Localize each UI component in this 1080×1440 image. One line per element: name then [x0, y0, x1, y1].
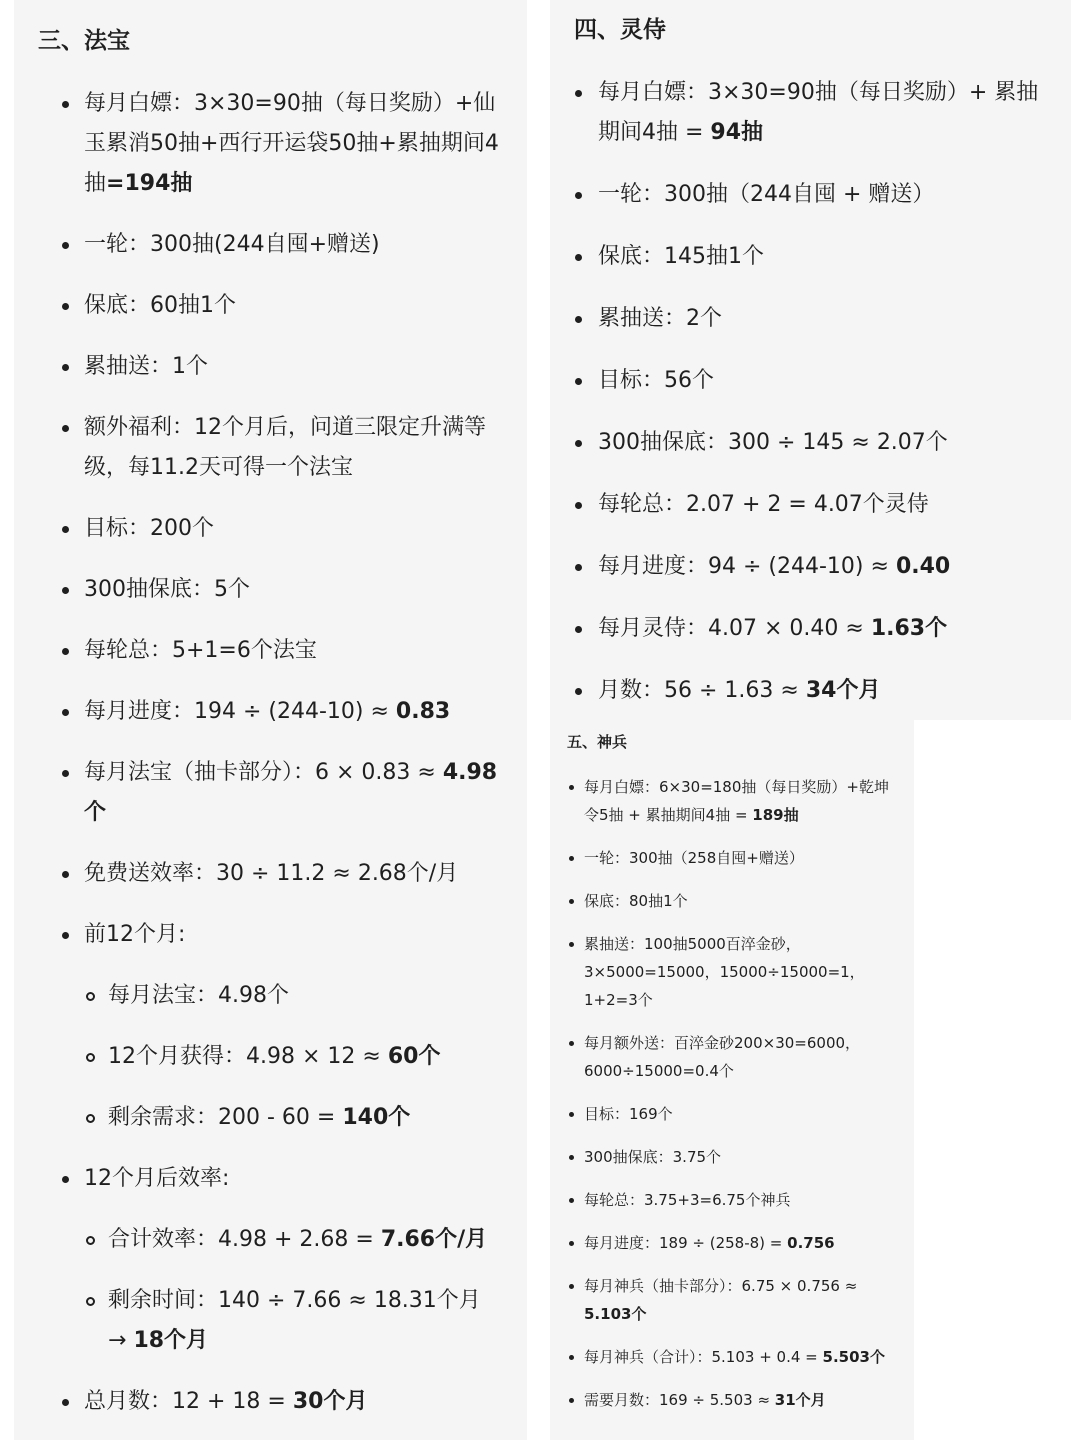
- section-fabao: [14, 0, 527, 1440]
- item-text: 累抽送：1个: [84, 354, 208, 379]
- list-item: [567, 1343, 900, 1371]
- section-lingshi: [550, 0, 1071, 720]
- item-text: 合计效率：4.98 + 2.68 =: [108, 1227, 381, 1252]
- item-text: 每月白嫖：3×30=90抽（每日奖励）+ 累抽期间4抽 =: [598, 80, 1039, 145]
- item-text: 前12个月:: [84, 922, 186, 947]
- list-item: [574, 299, 1047, 339]
- item-text: 每轮总：5+1=6个法宝: [84, 638, 317, 663]
- item-highlight: 18个月: [133, 1328, 209, 1353]
- list-item: [567, 1386, 900, 1414]
- list-item: [38, 570, 505, 610]
- list-item: [38, 408, 505, 488]
- list-item: [574, 237, 1047, 277]
- item-text: 额外福利：12个月后，问道三限定升满等级，每11.2天可得一个法宝: [84, 415, 486, 480]
- item-highlight: 189抽: [752, 806, 799, 824]
- list-item: [567, 1100, 900, 1128]
- list-item: [38, 854, 505, 894]
- list-item: [38, 1382, 505, 1422]
- item-text: 每月进度：189 ÷ (258-8) =: [584, 1234, 788, 1252]
- sub-list-item: [38, 976, 505, 1016]
- list-item: [567, 773, 900, 829]
- list-item: [574, 609, 1047, 649]
- item-highlight: 30个月: [292, 1389, 368, 1414]
- item-text: 目标：56个: [598, 368, 714, 393]
- item-text: 累抽送：100抽5000百淬金砂，3×5000=15000，15000÷15000=1，1+2=3个: [584, 935, 865, 1009]
- item-text: 一轮：300抽（258自囤+赠送）: [584, 849, 804, 867]
- item-text: 保底：60抽1个: [84, 293, 236, 318]
- list-item: [567, 1186, 900, 1214]
- list-item: [574, 485, 1047, 525]
- list-item: [567, 887, 900, 915]
- item-text: 12个月后效率:: [84, 1166, 230, 1191]
- list-item: [38, 631, 505, 671]
- list-item: [38, 915, 505, 955]
- item-text: 每月额外送：百淬金砂200×30=6000，6000÷15000=0.4个: [584, 1034, 861, 1080]
- item-text: 保底：145抽1个: [598, 244, 764, 269]
- sub-list-item: [38, 1220, 505, 1260]
- item-text: 每月白嫖：6×30=180抽（每日奖励）+乾坤令5抽 + 累抽期间4抽 =: [584, 778, 889, 824]
- item-text: 累抽送：2个: [598, 306, 722, 331]
- list-item: [38, 84, 505, 204]
- sub-list-item: [38, 1098, 505, 1138]
- list-item: [574, 423, 1047, 463]
- list-item: [567, 1143, 900, 1171]
- item-text: 每月法宝：4.98个: [108, 983, 289, 1008]
- item-highlight: 31个月: [774, 1391, 826, 1409]
- list-item: [38, 1159, 505, 1199]
- item-text: 每月灵侍：4.07 × 0.40 ≈: [598, 616, 871, 641]
- item-text: 剩余需求：200 - 60 =: [108, 1105, 343, 1130]
- sub-list-item: [38, 1281, 505, 1361]
- item-highlight: 4.98个: [84, 760, 498, 825]
- item-text: 保底：80抽1个: [584, 892, 688, 910]
- item-text: 一轮：300抽（244自囤 + 赠送）: [598, 182, 935, 207]
- item-text: 一轮：300抽(244自囤+赠送): [84, 232, 380, 257]
- list-item: [567, 1229, 900, 1257]
- item-text: 300抽保底：3.75个: [584, 1148, 722, 1166]
- item-highlight: 1.63个: [870, 616, 948, 641]
- item-text: 300抽保底：5个: [84, 577, 250, 602]
- list-item: [567, 930, 900, 1014]
- item-highlight: 5.103个: [584, 1305, 647, 1323]
- section-lingshi-list: [574, 73, 1047, 711]
- item-highlight: 140个: [342, 1105, 411, 1130]
- section-fabao-title: 三、法宝: [38, 28, 130, 54]
- item-text: 剩余时间：140 ÷ 7.66 ≈ 18.31个月 →: [108, 1288, 481, 1353]
- item-text: 目标：169个: [584, 1105, 673, 1123]
- item-highlight: 94抽: [710, 120, 764, 145]
- item-highlight: 5.503个: [822, 1348, 885, 1366]
- section-shenbing-title: 五、神兵: [567, 733, 628, 751]
- list-item: [38, 225, 505, 265]
- item-text: 每月法宝（抽卡部分）：6 × 0.83 ≈: [84, 760, 443, 785]
- list-item: [38, 509, 505, 549]
- list-item: [574, 175, 1047, 215]
- list-item: [567, 1029, 900, 1085]
- item-highlight: 0.40: [895, 554, 951, 579]
- item-text: 每月神兵（抽卡部分）：6.75 × 0.756 ≈: [584, 1277, 858, 1295]
- item-text: 每月进度：94 ÷ (244-10) ≈: [598, 554, 896, 579]
- list-item: [38, 753, 505, 833]
- list-item: [567, 1272, 900, 1328]
- item-text: 目标：200个: [84, 516, 214, 541]
- item-text: 每轮总：2.07 + 2 = 4.07个灵侍: [598, 492, 929, 517]
- item-text: 每月神兵（合计）：5.103 + 0.4 =: [584, 1348, 823, 1366]
- section-shenbing: [550, 720, 914, 1440]
- item-text: 免费送效率：30 ÷ 11.2 ≈ 2.68个/月: [84, 861, 459, 886]
- list-item: [574, 671, 1047, 711]
- item-text: 每月白嫖：3×30=90抽（每日奖励）+仙玉累消50抽+西行开运袋50抽+累抽期间4抽: [84, 91, 499, 196]
- item-text: 每轮总：3.75+3=6.75个神兵: [584, 1191, 791, 1209]
- item-highlight: 0.83: [395, 699, 451, 724]
- list-item: [38, 286, 505, 326]
- item-text: 需要月数：169 ÷ 5.503 ≈: [584, 1391, 775, 1409]
- list-item: [574, 547, 1047, 587]
- item-text: 总月数：12 + 18 =: [84, 1389, 293, 1414]
- item-highlight: 60个: [387, 1044, 441, 1069]
- item-highlight: 0.756: [787, 1234, 835, 1252]
- item-text: 月数：56 ÷ 1.63 ≈: [598, 678, 806, 703]
- item-highlight: 34个月: [805, 678, 881, 703]
- item-text: 12个月获得：4.98 × 12 ≈: [108, 1044, 388, 1069]
- list-item: [38, 692, 505, 732]
- section-fabao-list: [38, 84, 505, 1422]
- item-highlight: =194抽: [106, 171, 193, 196]
- list-item: [38, 347, 505, 387]
- section-shenbing-list: [567, 773, 900, 1414]
- item-highlight: 7.66个/月: [380, 1227, 488, 1252]
- item-text: 300抽保底：300 ÷ 145 ≈ 2.07个: [598, 430, 948, 455]
- sub-list-item: [38, 1037, 505, 1077]
- list-item: [574, 73, 1047, 153]
- section-lingshi-title: 四、灵侍: [574, 17, 666, 43]
- list-item: [574, 361, 1047, 401]
- list-item: [567, 844, 900, 872]
- item-text: 每月进度：194 ÷ (244-10) ≈: [84, 699, 396, 724]
